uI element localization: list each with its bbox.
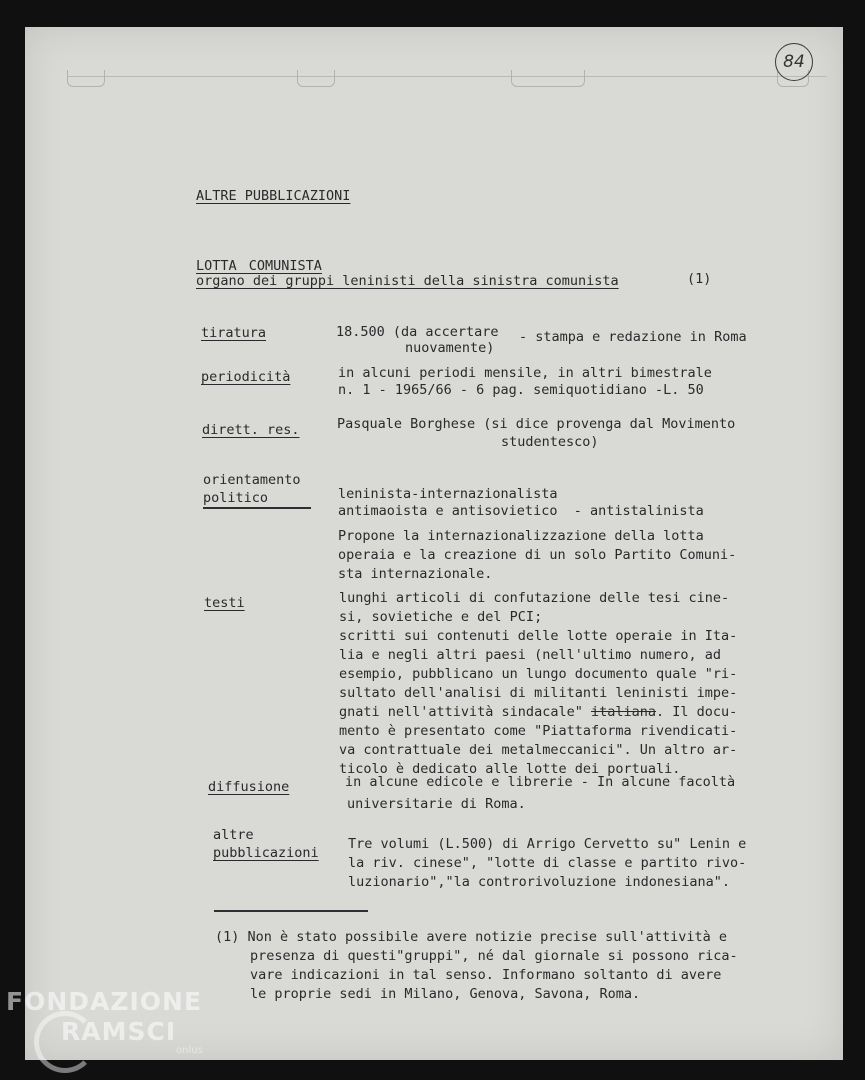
- footnote-line: (1) Non è stato possibile avere notizie precise sull'attività e: [215, 929, 728, 945]
- testi-line: mento è presentato come "Piattaforma rivendicati-: [339, 723, 738, 739]
- footnote-line: vare indicazioni in tal senso. Informano soltanto di avere: [250, 967, 722, 983]
- testi-line-end: . Il docu-: [656, 704, 738, 720]
- binder-tab: [297, 70, 335, 87]
- struck-word: italiana: [590, 704, 657, 720]
- altre-line: la riv. cinese", "lotte di classe e partito rivo-: [348, 855, 747, 871]
- orientamento-line: leninista-internazionalista: [338, 486, 558, 502]
- direttore-line: Pasquale Borghese (si dice provenga dal Movimento: [337, 416, 736, 432]
- footnote-line: le proprie sedi in Milano, Genova, Savona, Roma.: [250, 986, 641, 1002]
- label-altre: altre: [213, 827, 254, 843]
- diffusione-line: universitarie di Roma.: [347, 796, 526, 812]
- tiratura-stampa: - stampa e redazione in Roma: [519, 329, 747, 345]
- watermark-line: onlus: [176, 1045, 203, 1056]
- testi-line: lia e negli altri paesi (nell'ultimo numero, ad: [339, 647, 722, 663]
- fold-line: [67, 76, 827, 79]
- footnote-separator: [214, 910, 368, 912]
- footnote-reference: (1): [687, 271, 712, 287]
- publication-name: LOTTA COMUNISTA: [196, 258, 322, 274]
- orientamento-line: sta internazionale.: [338, 566, 493, 582]
- periodicita-line: in alcuni periodi mensile, in altri bimestrale: [338, 365, 712, 381]
- tiratura-note: nuovamente): [405, 340, 495, 356]
- orientamento-line: Propone la internazionalizzazione della lotta: [338, 528, 704, 544]
- testi-line: sultato dell'analisi di militanti leninisti impe-: [339, 685, 738, 701]
- binder-tab: [511, 70, 585, 87]
- label-tiratura: tiratura: [201, 325, 267, 341]
- orientamento-line: operaia e la creazione di un solo Partito Comuni-: [338, 547, 737, 563]
- diffusione-line: in alcune edicole e librerie - In alcune facoltà: [345, 774, 736, 790]
- tiratura-value: 18.500 (da accertare: [336, 324, 499, 340]
- orientamento-line: antimaoista e antisovietico - antistalinista: [338, 503, 704, 519]
- testi-line: va contrattuale dei metalmeccanici". Un altro ar-: [339, 742, 738, 758]
- label-underline: [203, 507, 311, 509]
- altre-line: Tre volumi (L.500) di Arrigo Cervetto su" Lenin e: [348, 836, 747, 852]
- section-heading: ALTRE PUBBLICAZIONI: [196, 188, 351, 204]
- label-diffusione: diffusione: [208, 779, 290, 795]
- binder-tab: [67, 70, 105, 87]
- publication-subtitle: organo dei gruppi leninisti della sinistra comunista: [196, 273, 619, 289]
- testi-line: ticolo è dedicato alle lotte dei portuali.: [339, 761, 681, 777]
- testi-line: [339, 703, 737, 722]
- label-orientamento: orientamento: [203, 472, 301, 488]
- label-politico: politico: [203, 490, 269, 506]
- testi-line-text: gnati nell'attività sindacale": [339, 704, 583, 720]
- watermark-line: FONDAZIONE: [6, 987, 203, 1016]
- document-page: [25, 27, 843, 1060]
- periodicita-line: n. 1 - 1965/66 - 6 pag. semiquotidiano -L. 50: [338, 382, 704, 398]
- testi-line: esempio, pubblicano un lungo documento quale "ri-: [339, 666, 738, 682]
- label-periodicita: periodicità: [201, 369, 291, 385]
- testi-line: scritti sui contenuti delle lotte operaie in Ita-: [339, 628, 738, 644]
- label-pubblicazioni: pubblicazioni: [213, 845, 319, 861]
- page-number: 84: [775, 43, 813, 81]
- testi-line: lunghi articoli di confutazione delle tesi cine-: [339, 590, 730, 606]
- label-testi: testi: [204, 595, 245, 611]
- watermark-line: RAMSCI: [61, 1017, 177, 1046]
- footnote-line: presenza di questi"gruppi", né dal giornale si possono rica-: [250, 948, 738, 964]
- watermark-logo: [6, 985, 216, 1070]
- testi-line: si, sovietiche e del PCI;: [339, 609, 543, 625]
- altre-line: luzionario","la controrivoluzione indonesiana".: [348, 874, 731, 890]
- label-direttore: dirett. res.: [202, 422, 300, 438]
- direttore-line: studentesco): [501, 434, 599, 450]
